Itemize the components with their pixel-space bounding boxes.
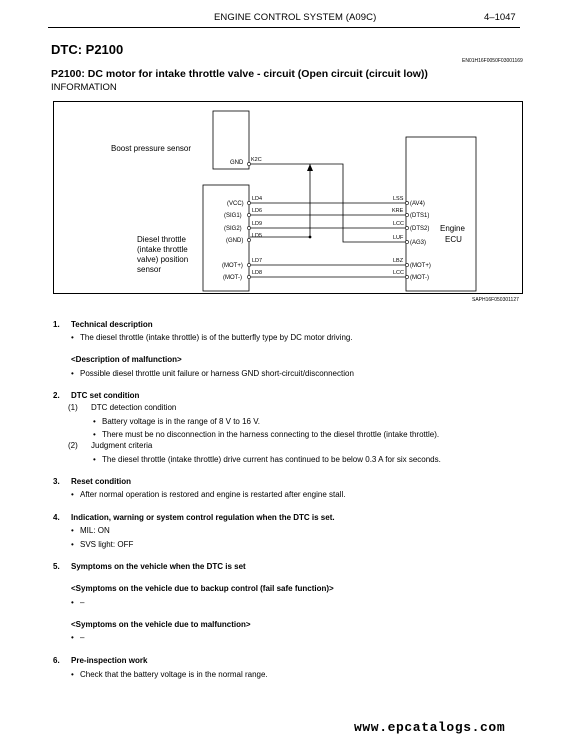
condition-title: DTC detection condition bbox=[91, 403, 177, 412]
circuit-diagram bbox=[53, 101, 523, 294]
section-bullet: • SVS light: OFF bbox=[80, 540, 133, 549]
ecu-code-lss: LSS bbox=[393, 196, 404, 202]
section-number: 5. bbox=[53, 562, 60, 571]
section-heading: Technical description bbox=[71, 320, 153, 329]
dtc-subtitle: P2100: DC motor for intake throttle valve - circuit (Open circuit (circuit low)) bbox=[51, 68, 428, 80]
boost-sensor-label: Boost pressure sensor bbox=[111, 144, 192, 153]
wire-code-ld4: LD4 bbox=[252, 196, 263, 202]
ecu-pin-dts2: (DTS2) bbox=[410, 226, 430, 232]
section-bullet: • Check that the battery voltage is in the normal range. bbox=[80, 670, 268, 679]
footer-website-link[interactable]: www.epcatalogs.com bbox=[354, 720, 506, 735]
pin-vcc: (VCC) bbox=[227, 201, 244, 207]
figure-code: SAPH16F050301127 bbox=[472, 297, 519, 303]
ecu-code-lcc2: LCC bbox=[393, 270, 405, 276]
ecu-code-kre: KRE bbox=[392, 208, 404, 214]
wire-code-ld6: LD6 bbox=[252, 208, 263, 214]
subheading: <Description of malfunction> bbox=[71, 355, 182, 364]
section-number: 4. bbox=[53, 513, 60, 522]
gnd-label: GND bbox=[230, 160, 244, 166]
ecu-code-luf: LUF bbox=[393, 235, 404, 241]
section-heading: Symptoms on the vehicle when the DTC is set bbox=[71, 562, 246, 571]
ecu-pin-av4: (AV4) bbox=[410, 201, 425, 207]
ecu-pin-ag3: (AG3) bbox=[410, 240, 427, 246]
pin-sig1: (SIG1) bbox=[224, 213, 242, 219]
section-bullet: • The diesel throttle (intake throttle) is of the butterfly type by DC motor driving. bbox=[80, 333, 353, 342]
doc-code: EN01H16F0050F03001169 bbox=[462, 58, 523, 64]
wire-code-ld8: LD8 bbox=[252, 270, 263, 276]
subheading: <Symptoms on the vehicle due to malfunction> bbox=[71, 620, 251, 629]
page-number: 4–1047 bbox=[484, 12, 516, 23]
section-bullet: • After normal operation is restored and engine is restarted after engine stall. bbox=[80, 490, 345, 499]
section-heading: DTC set condition bbox=[71, 391, 140, 400]
pin-mot-plus: (MOT+) bbox=[222, 263, 243, 269]
section-bullet: • – bbox=[80, 633, 84, 642]
section-number: 1. bbox=[53, 320, 60, 329]
condition-number: (2) bbox=[68, 441, 78, 450]
wire-code-ld5: LD5 bbox=[252, 233, 263, 239]
header-title: ENGINE CONTROL SYSTEM (A09C) bbox=[214, 12, 377, 23]
k2c-label: K2C bbox=[251, 157, 262, 163]
ecu-label-2: ECU bbox=[445, 235, 462, 244]
section-bullet: • There must be no disconnection in the harness connecting to the diesel throttle (intake throttle). bbox=[102, 430, 439, 439]
section-bullet: • MIL: ON bbox=[80, 526, 110, 535]
wire-code-ld7: LD7 bbox=[252, 258, 263, 264]
section-bullet: • Battery voltage is in the range of 8 V to 16 V. bbox=[102, 417, 260, 426]
throttle-label-1: Diesel throttle bbox=[137, 235, 186, 244]
throttle-label-4: sensor bbox=[137, 265, 162, 274]
section-heading: Pre-inspection work bbox=[71, 656, 148, 665]
section-number: 6. bbox=[53, 656, 60, 665]
section-heading: Reset condition bbox=[71, 477, 132, 486]
pin-gnd: (GND) bbox=[226, 238, 244, 244]
section-number: 2. bbox=[53, 391, 60, 400]
ecu-pin-mot-minus: (MOT-) bbox=[410, 275, 429, 281]
pin-sig2: (SIG2) bbox=[224, 226, 242, 232]
subheading: <Symptoms on the vehicle due to backup control (fail safe function)> bbox=[71, 584, 334, 593]
ecu-label-1: Engine bbox=[440, 224, 465, 233]
ecu-pin-mot-plus: (MOT+) bbox=[410, 263, 431, 269]
condition-number: (1) bbox=[68, 403, 78, 412]
pin-mot-minus: (MOT-) bbox=[223, 275, 242, 281]
section-heading: Indication, warning or system control regulation when the DTC is set. bbox=[71, 513, 335, 522]
header-rule bbox=[48, 27, 520, 28]
dtc-title: DTC: P2100 bbox=[51, 42, 124, 57]
throttle-label-2: (intake throttle bbox=[137, 245, 188, 254]
throttle-label-3: valve) position bbox=[137, 255, 189, 264]
section-bullet: • The diesel throttle (intake throttle) drive current has continued to be below 0.3 A for six seconds. bbox=[102, 455, 441, 464]
section-bullet: • Possible diesel throttle unit failure or harness GND short-circuit/disconnection bbox=[80, 369, 354, 378]
section-number: 3. bbox=[53, 477, 60, 486]
wire-code-ld9: LD9 bbox=[252, 221, 263, 227]
ecu-code-lbz: LBZ bbox=[393, 258, 404, 264]
ecu-pin-dts1: (DTS1) bbox=[410, 213, 430, 219]
junction-arrow bbox=[307, 164, 313, 171]
section-bullet: • – bbox=[80, 598, 84, 607]
connector-circles bbox=[247, 162, 408, 278]
ecu-code-lcc1: LCC bbox=[393, 221, 405, 227]
condition-title: Judgment criteria bbox=[91, 441, 153, 450]
information-label: INFORMATION bbox=[51, 82, 117, 93]
